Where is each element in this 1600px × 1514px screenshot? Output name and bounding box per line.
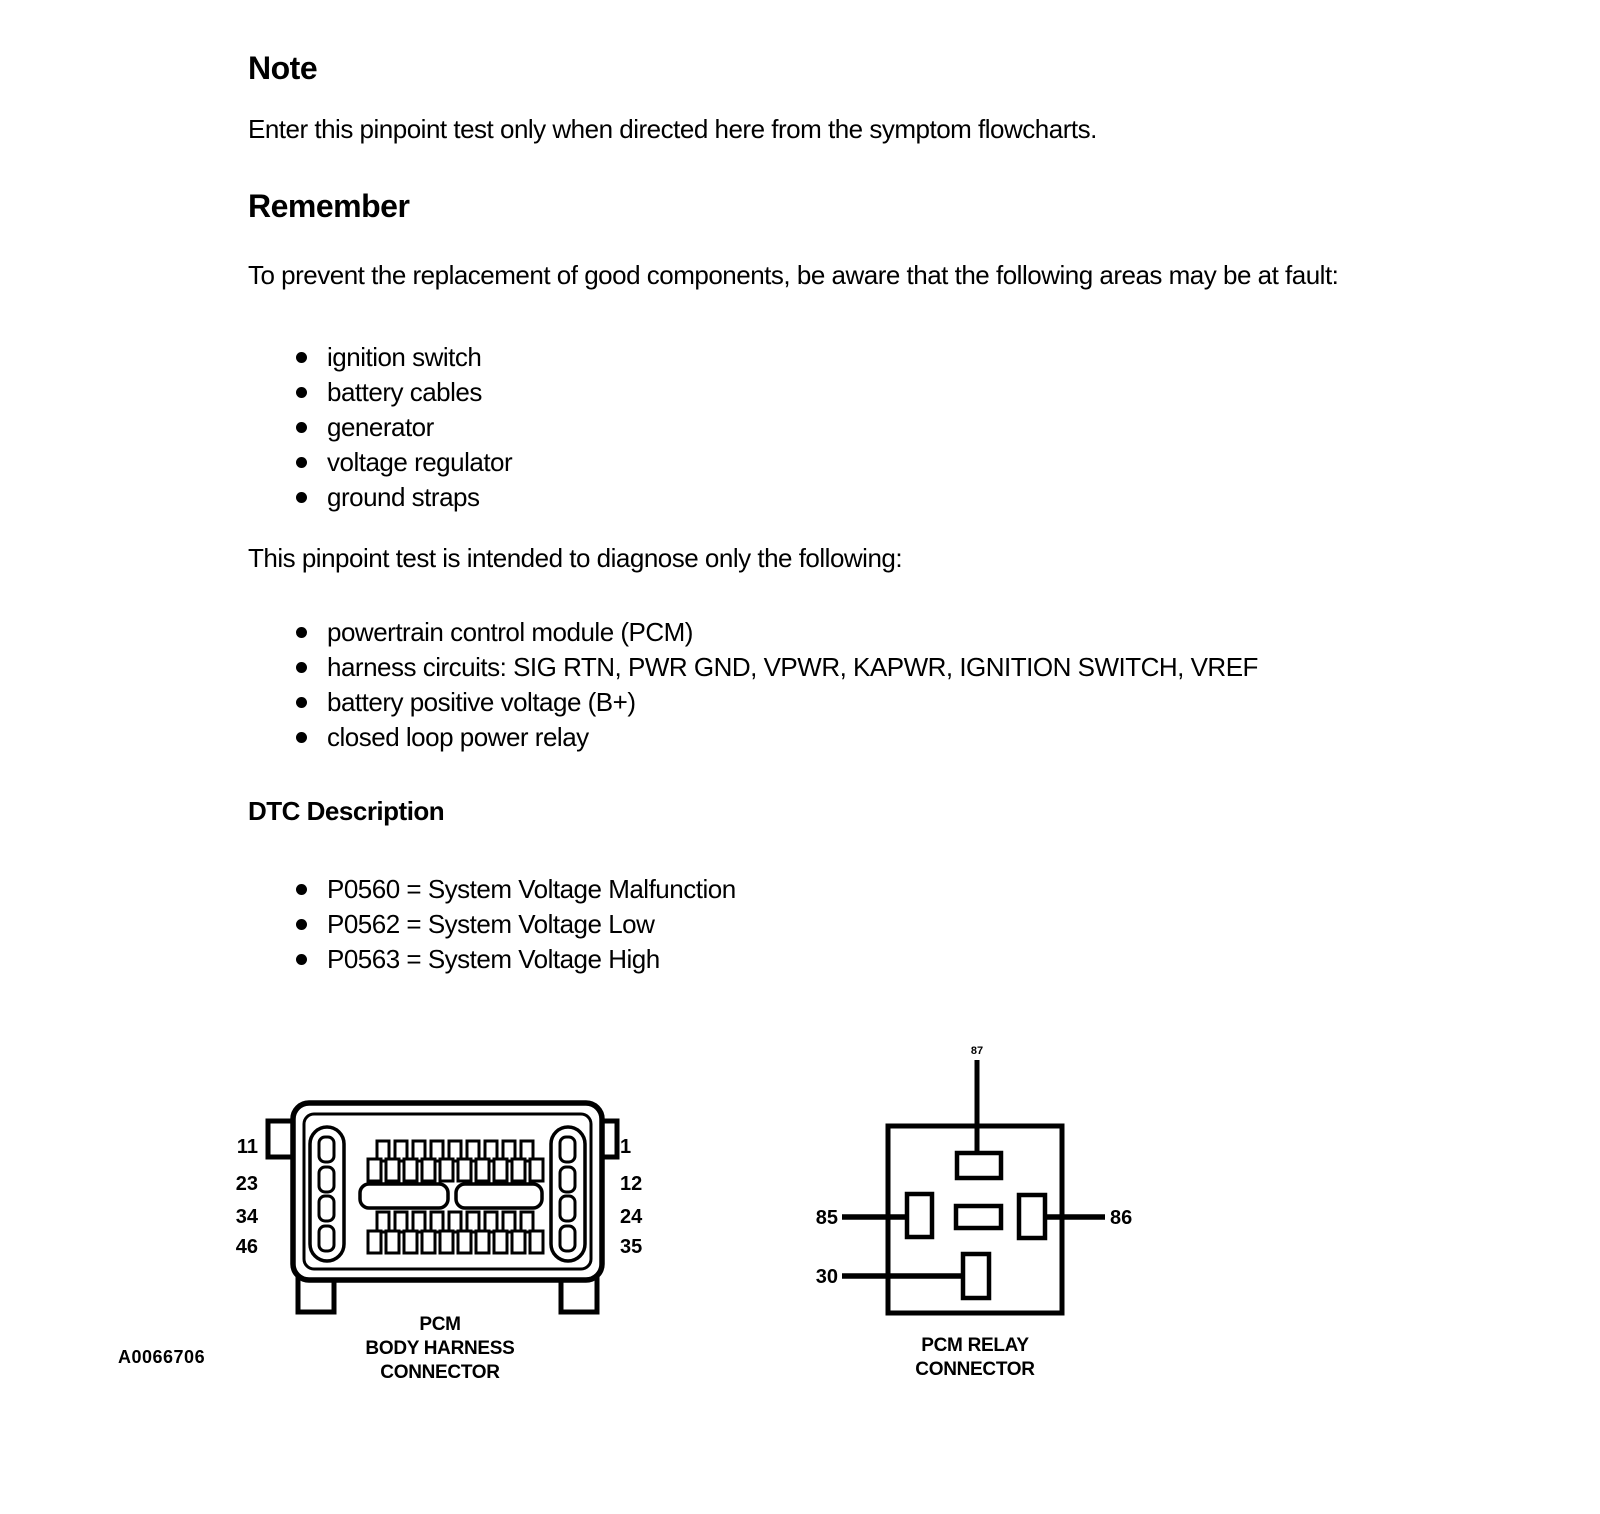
list-item-text: ignition switch (327, 342, 482, 372)
pin-label-46: 46 (235, 1236, 258, 1258)
remember-intro-paragraph: To prevent the replacement of good components, be aware that the following areas may be at fault: (248, 260, 1339, 290)
list-item (296, 375, 512, 410)
middle-blade-slot-right (456, 1184, 542, 1208)
list-item (296, 410, 512, 445)
bullet-icon (296, 954, 307, 965)
list-item (296, 615, 1258, 650)
bullet-icon (296, 457, 307, 468)
pin-label-24: 24 (620, 1206, 643, 1228)
list-item-text: P0562 = System Voltage Low (327, 909, 655, 939)
list-item-text: generator (327, 412, 434, 442)
relay-caption-line2: CONNECTOR (915, 1359, 1035, 1380)
pin-label-11: 11 (236, 1136, 258, 1158)
list-item (296, 445, 512, 480)
pcm-relay-connector-diagram (780, 1030, 1200, 1385)
pin-label-34: 34 (235, 1206, 258, 1228)
dtc-codes-list (296, 872, 736, 977)
relay-pin-label-86: 86 (1110, 1207, 1133, 1229)
remember-heading: Remember (248, 188, 410, 224)
list-item (296, 340, 512, 375)
list-item-text: P0560 = System Voltage Malfunction (327, 874, 736, 904)
relay-right-terminal (1019, 1195, 1045, 1238)
pin-label-35: 35 (620, 1236, 643, 1258)
right-pin-oval (551, 1127, 585, 1261)
bullet-icon (296, 662, 307, 673)
list-item-text: powertrain control module (PCM) (327, 617, 693, 647)
bullet-icon (296, 422, 307, 433)
body-harness-caption-line2: BODY HARNESS (365, 1338, 515, 1359)
list-item (296, 872, 736, 907)
list-item (296, 907, 736, 942)
relay-top-pin-label: 87 (970, 1045, 984, 1057)
relay-caption-line1: PCM RELAY (921, 1335, 1029, 1356)
list-item-text: closed loop power relay (327, 722, 589, 752)
list-item (296, 942, 736, 977)
pin-label-1: 1 (620, 1136, 632, 1158)
list-item (296, 650, 1258, 685)
body-harness-caption-line3: CONNECTOR (380, 1362, 500, 1383)
relay-bottom-terminal (963, 1254, 989, 1298)
list-item-text: voltage regulator (327, 447, 513, 477)
list-item-text: harness circuits: SIG RTN, PWR GND, VPWR, KAPWR, IGNITION SWITCH, VREF (327, 652, 1258, 682)
body-harness-caption-line1: PCM (419, 1314, 461, 1335)
relay-pin-label-30: 30 (815, 1266, 838, 1288)
note-paragraph: Enter this pinpoint test only when directed here from the symptom flowcharts. (248, 114, 1097, 144)
bullet-icon (296, 884, 307, 895)
diagnose-intro-paragraph: This pinpoint test is intended to diagnose only the following: (248, 543, 903, 573)
relay-left-terminal (907, 1194, 932, 1237)
list-item (296, 720, 1258, 755)
middle-blade-slot-left (360, 1184, 448, 1208)
pcm-body-harness-connector-diagram (230, 1075, 650, 1385)
list-item-text: battery cables (327, 377, 482, 407)
list-item-text: battery positive voltage (B+) (327, 687, 636, 717)
pin-label-23: 23 (235, 1173, 258, 1195)
relay-center-terminal (956, 1206, 1001, 1228)
bullet-icon (296, 492, 307, 503)
bullet-icon (296, 352, 307, 363)
fault-areas-list (296, 340, 512, 515)
note-heading: Note (248, 50, 318, 86)
list-item-text: ground straps (327, 482, 480, 512)
dtc-heading: DTC Description (248, 796, 445, 826)
figure-id-label: A0066706 (118, 1347, 206, 1367)
list-item (296, 480, 512, 515)
bullet-icon (296, 697, 307, 708)
list-item-text: P0563 = System Voltage High (327, 944, 660, 974)
relay-pin-label-85: 85 (815, 1207, 838, 1229)
list-item (296, 685, 1258, 720)
diagnose-items-list (296, 615, 1258, 755)
bullet-icon (296, 627, 307, 638)
pin-label-12: 12 (620, 1173, 643, 1195)
left-pin-oval (310, 1127, 344, 1261)
bullet-icon (296, 387, 307, 398)
bullet-icon (296, 732, 307, 743)
relay-top-terminal (957, 1153, 1001, 1178)
bullet-icon (296, 919, 307, 930)
